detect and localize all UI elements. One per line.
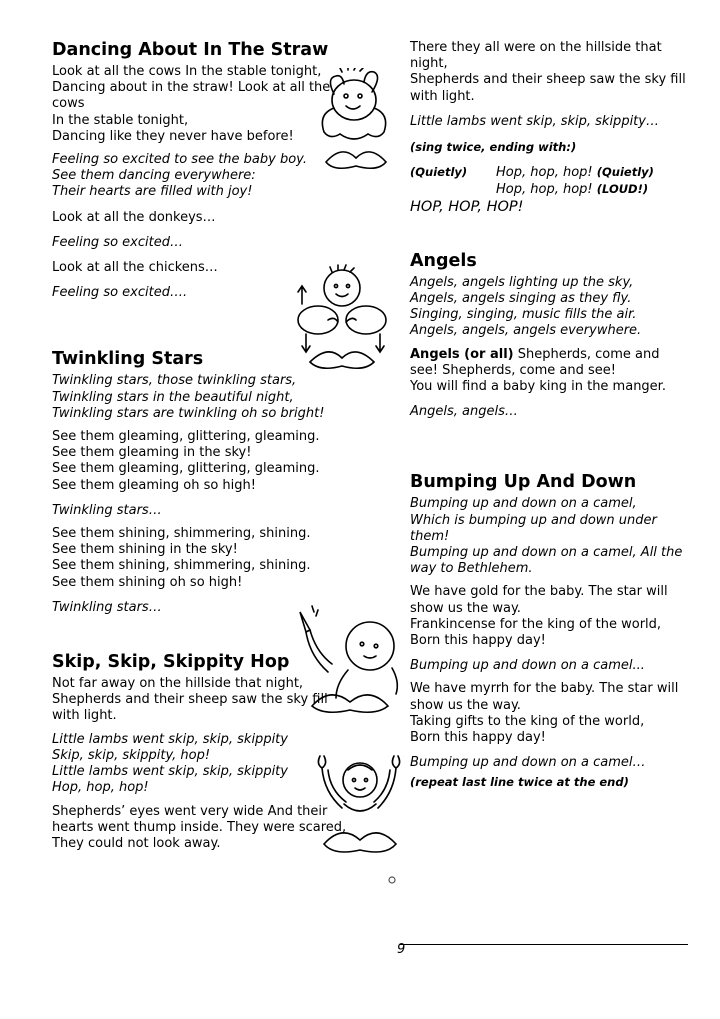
footer-divider xyxy=(400,944,688,945)
bumping-refrain-1: Bumping up and down on a camel... xyxy=(410,658,645,674)
bumping-instruction: (repeat last line twice at the end) xyxy=(410,774,629,789)
song-title-twinkling: Twinkling Stars xyxy=(52,349,204,370)
angels-refrain: Angels, angels… xyxy=(410,404,518,420)
skip-verse-1: Not far away on the hillside that night, Shepherds and their sheep saw the sky fill with light. xyxy=(52,676,328,724)
bumping-chorus: Bumping up and down on a camel, Which is bumping up and down under them! Bumping up and down on a camel, All the way to Bethlehem. xyxy=(410,496,683,577)
left-column xyxy=(52,40,352,859)
right-column xyxy=(410,40,690,797)
song-title-angels: Angels xyxy=(410,250,477,271)
child-drawing-hands-on-head xyxy=(312,68,400,180)
twinkling-chorus: Twinkling stars, those twinkling stars, Twinkling stars in the beautiful night, Twinkling stars are twinkling oh so bright! xyxy=(52,373,325,421)
dancing-donkeys: Look at all the donkeys… xyxy=(52,209,216,225)
child-drawing-pointing xyxy=(296,602,406,722)
dancing-feeling-2: Feeling so excited…. xyxy=(52,285,188,301)
dancing-chorus: Feeling so excited to see the baby boy. See them dancing everywhere: Their hearts are filled with joy! xyxy=(52,152,307,200)
dancing-feeling-1: Feeling so excited… xyxy=(52,234,183,250)
song-title-bumping: Bumping Up And Down xyxy=(410,472,637,493)
angels-verse: Angels (or all) Shepherds, come and see! Shepherds, come and see! You will find a baby king in the manger. xyxy=(410,346,666,395)
skip-refrain: Little lambs went skip, skip, skippity… xyxy=(410,113,659,129)
skip-verse-2: Shepherds’ eyes went very wide And their hearts went thump inside. They were scared, They could not look away. xyxy=(52,803,347,851)
skip-verse-3: There they all were on the hillside that night, Shepherds and their sheep saw the sky fill with light. xyxy=(410,40,686,104)
bumping-refrain-2: Bumping up and down on a camel… xyxy=(410,755,646,771)
skip-chorus: Little lambs went skip, skip, skippity Skip, skip, skippity, hop! Little lambs went skip, skip, skippity Hop, hop, hop! xyxy=(52,731,288,796)
twinkling-refrain-1: Twinkling stars… xyxy=(52,502,162,518)
song-title-dancing: Dancing About In The Straw xyxy=(52,40,329,60)
twinkling-refrain-2: Twinkling stars… xyxy=(52,599,162,615)
child-drawing-arms-up xyxy=(312,752,408,862)
page-number: 9 xyxy=(397,942,406,957)
twinkling-verse-1: See them gleaming, glittering, gleaming. See them gleaming in the sky! See them gleaming, glittering, gleaming. See them gleaming oh so high! xyxy=(52,429,320,493)
angels-chorus: Angels, angels lighting up the sky, Angels, angels singing as they fly. Singing, singing, music fills the air. Angels, angels, angels everywhere. xyxy=(410,274,642,339)
small-mark-icon xyxy=(386,874,398,886)
skip-ending: (Quietly) Hop, hop, hop! (Quietly) Hop, hop, hop! (LOUD!) xyxy=(410,165,654,198)
dancing-chickens: Look at all the chickens… xyxy=(52,260,218,276)
song-title-skip: Skip, Skip, Skippity Hop xyxy=(52,652,290,673)
child-drawing-arms-out xyxy=(292,264,392,376)
dancing-verse: Look at all the cows In the stable tonight, Dancing about in the straw! Look at all the cows In the stable tonight, Dancing like they never have before! xyxy=(52,64,331,144)
twinkling-verse-2: See them shining, shimmering, shining. See them shining in the sky! See them shining, shimmering, shining. See them shining oh so high! xyxy=(52,526,311,590)
skip-instruction: (sing twice, ending with:) xyxy=(410,140,577,155)
bumping-verse-1: We have gold for the baby. The star will show us the way. Frankincense for the king of the world, Born this happy day! xyxy=(410,584,668,649)
bumping-verse-2: We have myrrh for the baby. The star will show us the way. Taking gifts to the king of the world, Born this happy day! xyxy=(410,681,679,746)
skip-finale: HOP, HOP, HOP! xyxy=(410,198,524,215)
